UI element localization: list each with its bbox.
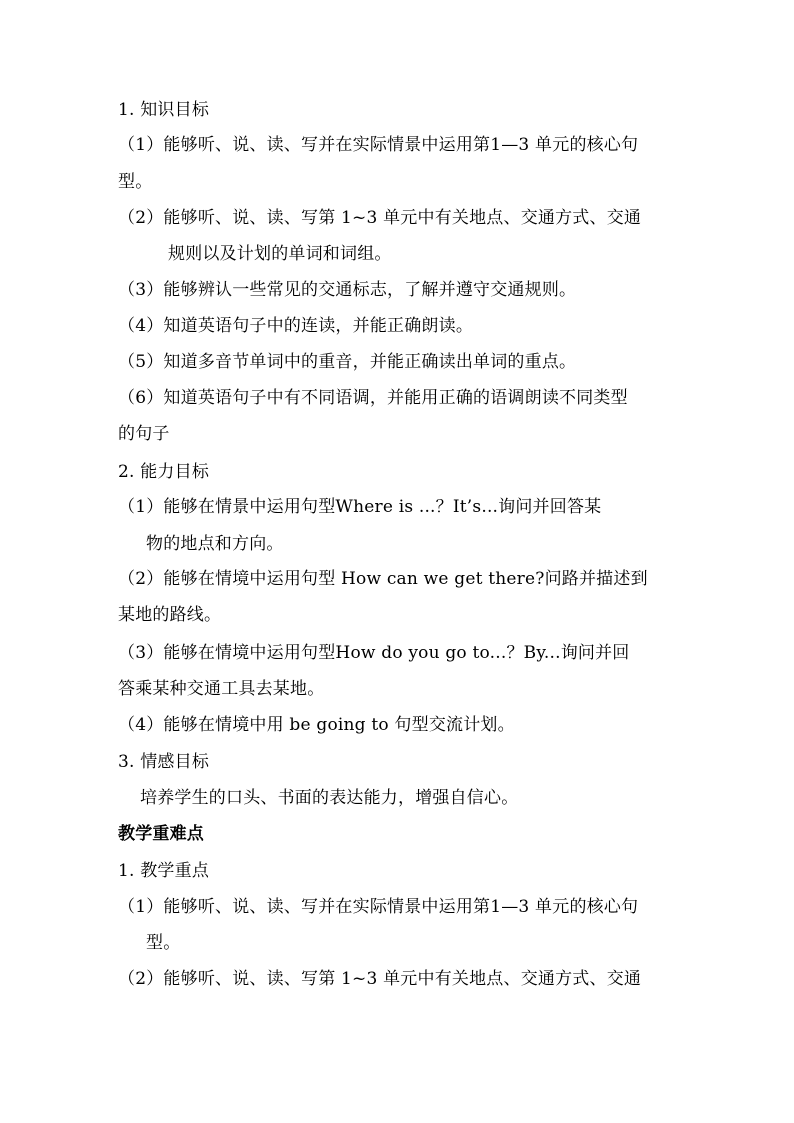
key-item-1-line-1: （1）能够听、说、读、写并在实际情景中运用第1—3 单元的核心句 xyxy=(118,897,639,917)
key-item-2-line-1: （2）能够听、说、读、写第 1~3 单元中有关地点、交通方式、交通 xyxy=(118,969,642,989)
knowledge-item-6-line-2: 的句子 xyxy=(118,424,170,444)
knowledge-item-1-line-1: （1）能够听、说、读、写并在实际情景中运用第1—3 单元的核心句 xyxy=(118,135,639,155)
ability-item-2-line-2: 某地的路线。 xyxy=(118,605,222,625)
knowledge-item-1-line-2: 型。 xyxy=(118,172,153,192)
ability-item-1-line-1: （1）能够在情景中运用句型Where is ...？It’s...询问并回答某 xyxy=(118,497,602,517)
ability-item-3-line-1: （3）能够在情境中运用句型How do you go to...？By...询问并回 xyxy=(118,643,630,663)
knowledge-item-2-line-1: （2）能够听、说、读、写第 1~3 单元中有关地点、交通方式、交通 xyxy=(118,208,642,228)
ability-item-2-line-1: （2）能够在情境中运用句型 How can we get there?问路并描述到 xyxy=(118,569,648,589)
knowledge-item-2-line-2: 规则以及计划的单词和词组。 xyxy=(168,244,392,264)
heading-knowledge-goals: 1. 知识目标 xyxy=(118,100,210,120)
knowledge-item-3: （3）能够辨认一些常见的交通标志，了解并遵守交通规则。 xyxy=(118,280,577,300)
key-item-1-line-2: 型。 xyxy=(146,933,181,953)
heading-key-points: 1. 教学重点 xyxy=(118,861,210,881)
knowledge-item-4: （4）知道英语句子中的连读，并能正确朗读。 xyxy=(118,316,474,336)
emotional-item: 培养学生的口头、书面的表达能力，增强自信心。 xyxy=(140,788,519,808)
ability-item-4: （4）能够在情境中用 be going to 句型交流计划。 xyxy=(118,715,515,735)
knowledge-item-5: （5）知道多音节单词中的重音，并能正确读出单词的重点。 xyxy=(118,352,577,372)
section-title-key-difficult-points: 教学重难点 xyxy=(118,824,204,844)
ability-item-3-line-2: 答乘某种交通工具去某地。 xyxy=(118,679,325,699)
heading-emotional-goals: 3. 情感目标 xyxy=(118,752,210,772)
knowledge-item-6-line-1: （6）知道英语句子中有不同语调，并能用正确的语调朗读不同类型 xyxy=(118,388,628,408)
heading-ability-goals: 2. 能力目标 xyxy=(118,462,210,482)
ability-item-1-line-2: 物的地点和方向。 xyxy=(146,534,284,554)
